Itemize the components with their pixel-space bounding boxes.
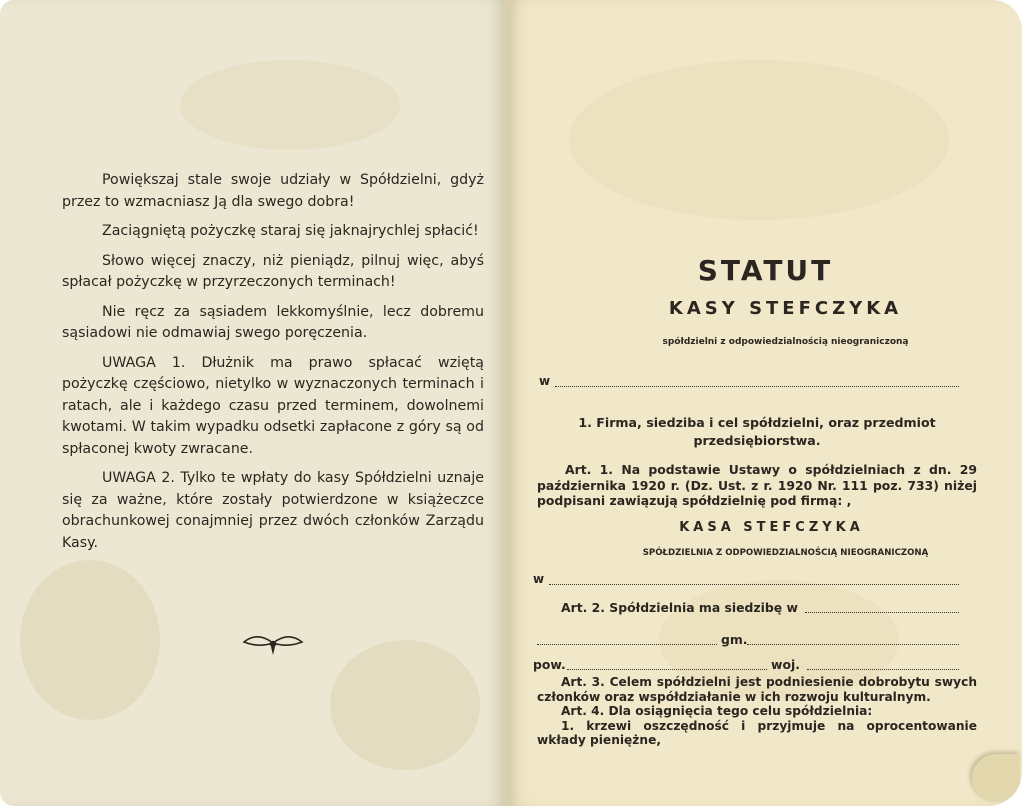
- advice-paragraph-1: Powiększaj stale swoje udziały w Spółdzielni, gdyż przez to wzmacniasz Ją dla swego dobra!: [62, 172, 484, 210]
- powiat-label: pow.: [533, 657, 566, 672]
- paper-stain: [180, 60, 400, 150]
- note-paragraph-2: UWAGA 2. Tylko te wpłaty do kasy Spółdzielni uznaje się za ważne, które zostały potwierdzone w książeczce obrachunkowej conajmniej przez dwóch członków Zarządu Kasy.: [62, 470, 484, 551]
- firm-liability: SPÓŁDZIELNIA Z ODPOWIEDZIALNOŚCIĄ NIEOGRANICZONĄ: [642, 548, 929, 558]
- article-3: Art. 3. Celem spółdzielni jest podniesienie dobrobytu swych członków oraz współdziałanie w ich rozwoju kulturalnym.: [537, 675, 977, 704]
- gmina-label: gm.: [721, 632, 748, 647]
- seat-blank-line: [805, 612, 959, 613]
- article-1-text: Art. 1. Na podstawie Ustawy o spółdzielniach z dn. 29 października 1920 r. (Dz. Ust. z r. 1920 Nr. 111 poz. 733) niżej podpisani zawiązują spółdzielnię pod firmą: ,: [537, 462, 977, 508]
- article-4-point-1: 1. krzewi oszczędność i przyjmuje na oprocentowanie wkłady pieniężne,: [537, 718, 977, 747]
- note-paragraph-1: UWAGA 1. Dłużnik ma prawo spłacać wziętą pożyczkę częściowo, nietylko w wyznaczonych terminach i ratach, ale i każdego czasu przed terminem, dowolnemi kwotami. W takim wypadku odsetki zapłacone z góry są od spłaconej kwoty zwracane.: [62, 354, 484, 457]
- page-curl: [972, 754, 1020, 802]
- wojewodztwo-label: woj.: [771, 657, 800, 672]
- paper-stain: [569, 60, 949, 220]
- statute-title: STATUT: [697, 254, 834, 287]
- advice-paragraph-3: Słowo więcej znaczy, niż pieniądz, pilnuj więc, abyś spłacał pożyczkę w przyrzeczonych terminach!: [62, 252, 484, 290]
- firm-location-blank-line: [549, 584, 959, 585]
- paper-stain: [330, 640, 480, 770]
- left-page-text: [62, 170, 484, 562]
- powiat-blank-line: [567, 669, 767, 670]
- paper-stain: [20, 560, 160, 720]
- advice-paragraph-4: Nie ręcz za sąsiadem lekkomyślnie, lecz dobremu sąsiadowi nie odmawiaj swego poręczenia.: [62, 303, 484, 341]
- wojewodztwo-blank-line: [807, 669, 959, 670]
- gmina-blank-line-left: [537, 644, 717, 645]
- section-heading: 1. Firma, siedziba i cel spółdzielni, oraz przedmiot przedsiębiorstwa.: [578, 415, 936, 448]
- left-page: [0, 0, 505, 806]
- article-1: [537, 462, 977, 509]
- location-blank-line: [555, 386, 959, 387]
- gmina-blank-line-right: [747, 644, 959, 645]
- w-label: w: [539, 374, 551, 388]
- right-page: [509, 0, 1022, 806]
- liability-note: spółdzielni z odpowiedzialnością nieograniczoną: [662, 337, 909, 347]
- statute-subtitle: KASY STEFCZYKA: [668, 298, 903, 319]
- article-4: Art. 4. Dla osiągnięcia tego celu spółdzielnia:: [561, 704, 873, 718]
- w-label-2: w: [533, 572, 545, 586]
- firm-name: KASA STEFCZYKA: [679, 520, 864, 535]
- articles-3-4: [537, 675, 977, 748]
- advice-paragraph-2: Zaciągniętą pożyczkę staraj się jaknajrychlej spłacić!: [102, 223, 479, 239]
- article-2: Art. 2. Spółdzielnia ma siedzibę w: [561, 600, 798, 615]
- flourish-icon: [238, 628, 308, 658]
